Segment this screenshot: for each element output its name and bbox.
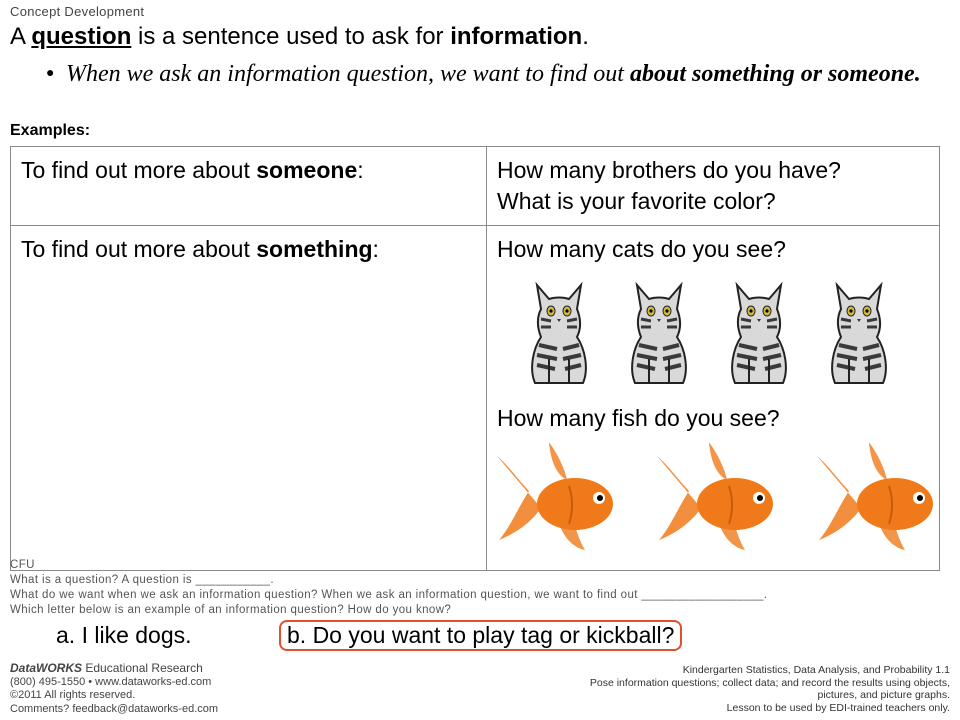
cfu-line: Which letter below is an example of an information question? How do you know? — [10, 604, 452, 616]
row-heading-colon: : — [357, 157, 364, 183]
row-heading-someone — [11, 147, 487, 226]
brand-tagline: Educational Research — [82, 661, 203, 675]
cat-images — [497, 265, 929, 389]
publisher-contact: (800) 495-1550 • www.dataworks-ed.com — [10, 675, 212, 688]
question-brothers: How many brothers do you have? — [497, 157, 841, 183]
standard-line: Lesson to be used by EDI-trained teachers only. — [726, 701, 950, 714]
publisher-brand — [10, 662, 218, 676]
standard-line: Pose information questions; collect data; and record the results using objects, — [589, 676, 950, 689]
cfu-block — [10, 558, 767, 618]
cat-icon — [727, 279, 791, 389]
row-heading-something — [11, 226, 487, 571]
table-row — [11, 226, 940, 571]
answer-b-highlighted: b. Do you want to play tag or kickball? — [279, 620, 682, 651]
fish-icon — [809, 436, 939, 562]
footer-publisher — [10, 662, 218, 716]
fish-images — [489, 436, 939, 562]
section-label: Concept Development — [10, 4, 145, 19]
row-heading-text: To find out more about — [21, 157, 257, 183]
definition-middle: is a sentence used to ask for — [131, 23, 451, 50]
standard-line: pictures, and picture graphs. — [817, 689, 950, 701]
bullet-point — [46, 58, 946, 90]
definition-sentence — [10, 23, 589, 51]
cat-icon — [827, 279, 891, 389]
question-fish: How many fish do you see? — [497, 405, 780, 431]
question-cats: How many cats do you see? — [497, 236, 786, 262]
fish-icon — [649, 436, 779, 562]
bullet-text: When we ask an information question, we want to find out — [66, 61, 630, 87]
definition-emphasis: information — [450, 23, 583, 50]
row-heading-colon: : — [372, 236, 379, 262]
answer-a: a. I like dogs. — [56, 622, 192, 648]
examples-label: Examples: — [10, 122, 91, 139]
bullet-emphasis: about something or someone. — [629, 61, 921, 87]
footer-standard — [590, 664, 950, 714]
brand-name: DataWORKS — [10, 661, 83, 675]
cfu-title: CFU — [10, 559, 35, 571]
cfu-line: What do we want when we ask an information question? When we ask an information question, we want to find out __________________. — [10, 589, 768, 601]
examples-table — [10, 146, 940, 571]
question-color: What is your favorite color? — [497, 188, 776, 214]
standard-line: Kindergarten Statistics, Data Analysis, and Probability 1.1 — [682, 664, 950, 676]
definition-keyword: question — [31, 23, 132, 50]
row-heading-bold: someone — [256, 157, 358, 183]
bullet-dot-icon: ● — [46, 66, 55, 81]
cat-icon — [627, 279, 691, 389]
fish-icon — [489, 436, 619, 562]
table-row — [11, 147, 940, 226]
row-heading-bold: something — [256, 236, 373, 262]
publisher-comments: Comments? feedback@dataworks-ed.com — [10, 702, 219, 715]
cfu-line: What is a question? A question is ___________. — [10, 574, 274, 586]
definition-suffix: . — [582, 23, 589, 50]
someone-questions — [487, 147, 940, 226]
definition-prefix: A — [10, 23, 32, 50]
something-questions — [487, 226, 940, 571]
publisher-copyright: ©2011 All rights reserved. — [10, 689, 136, 701]
cat-icon — [527, 279, 591, 389]
row-heading-text: To find out more about — [21, 236, 257, 262]
